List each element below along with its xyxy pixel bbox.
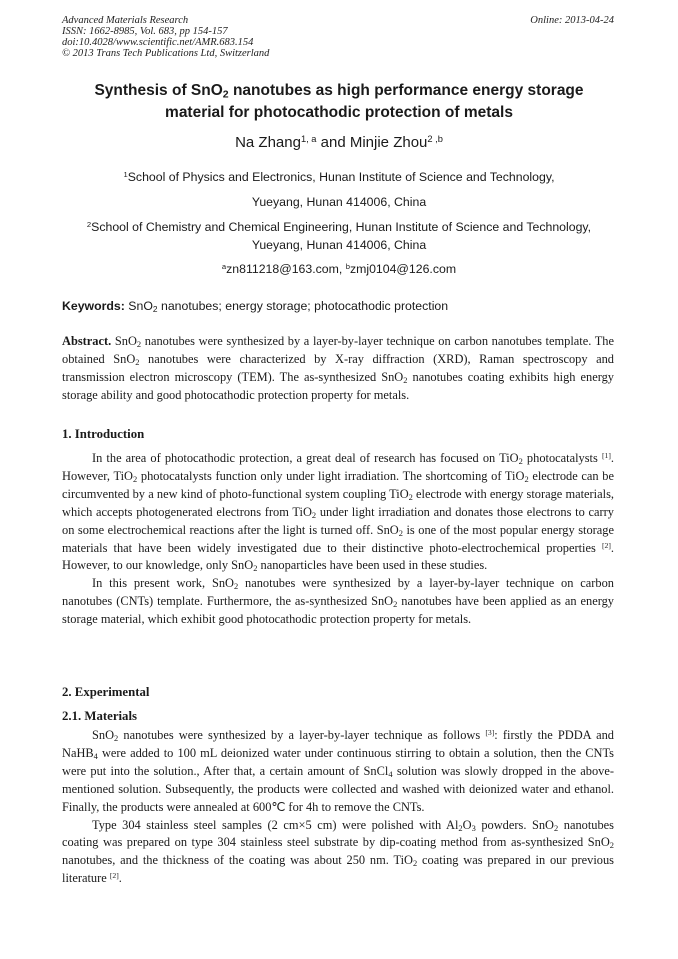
online-date: Online: 2013-04-24: [530, 15, 614, 26]
affiliation-2: $^2$School of Chemistry and Chemical Engineering, Hunan Institute of Science and Technology, Yueyang, Hunan 414006, China: [86, 219, 592, 252]
section-heading-experimental: 2. Experimental: [62, 685, 150, 699]
affiliation-1: $^1$School of Physics and Electronics, Hunan Institute of Science and Technology, Yueyang, Hunan 414006, China: [123, 169, 555, 209]
paragraph: SnO$_2$ nanotubes were synthesized by a layer-by-layer technique as follows [3]: firstly the PDDA and NaHB$_4$ were added to 100 mL deionized water under continuous stirring to obtain a solution, then the CNTs were put into the solution., After that, a certain amount of SnCl$_4$ solution was slowly dropped in the above-mentioned solution. Subsequently, the products were collected and washed with deionized water and ethanol. Finally, the products were annealed at 600℃ for 4h to remove the CNTs.: [62, 727, 614, 814]
journal-doi: doi:10.4028/www.scientific.net/AMR.683.154: [62, 37, 254, 48]
email-link[interactable]: zn811218@163.com,: [226, 262, 346, 276]
subsection-heading-materials: 2.1. Materials: [62, 709, 137, 723]
journal-copyright: © 2013 Trans Tech Publications Ltd, Switzerland: [62, 48, 270, 59]
citation: [1]: [601, 450, 611, 460]
journal-name: Advanced Materials Research: [62, 15, 189, 26]
paragraph: Type 304 stainless steel samples (2 cm×5 cm) were polished with $Al_2O_3$ powders. SnO$_2$ nanotubes coating was prepared on type 304 stainless steel substrate by dip-coating method from as-synthesized SnO$_2$ nanotubes, and the thickness of the coating was about 250 nm. TiO$_2$ coating was prepared in our previous literature [2].: [62, 817, 614, 886]
paragraph: In this present work, SnO$_2$ nanotubes were synthesized by a layer-by-layer technique on carbon nanotubes (CNTs) template. Furthermore, the as-synthesized SnO$_2$ nanotubes have been applied as an energy storage material, which exhibit good photocathodic protection property for metals.: [62, 576, 614, 627]
abstract: Abstract. SnO$_2$ nanotubes were synthesized by a layer-by-layer technique on carbon nanotubes template. The obtained SnO$_2$ nanotubes were characterized by X-ray diffraction (XRD), Raman spectroscopy and transmission electron microscopy (TEM). The as-synthesized SnO$_2$ nanotubes coating exhibits high energy storage ability and good photocathodic protection property for metals.: [62, 334, 615, 402]
email-link[interactable]: zmj0104@126.com: [349, 262, 457, 276]
citation: [2]: [601, 540, 611, 550]
author-line: Na Zhang$^{1, a}$ and Minjie Zhou$^{2 ,b}$: [235, 133, 443, 151]
citation: [3]: [485, 727, 495, 737]
journal-header: [62, 15, 269, 59]
author-name: Na Zhang: [235, 134, 301, 151]
keywords: Keywords: SnO$_2$ nanotubes; energy storage; photocathodic protection: [62, 299, 449, 315]
author-emails: $^a$zn811218@163.com, $^b$zmj0104@126.com: [221, 261, 457, 276]
introduction-body: [62, 450, 614, 629]
journal-issn: ISSN: 1662-8985, Vol. 683, pp 154-157: [62, 26, 228, 37]
section-heading-introduction: 1. Introduction: [62, 427, 145, 441]
citation: [2]: [109, 871, 119, 881]
materials-body: [62, 727, 614, 888]
paragraph: In the area of photocathodic protection, a great deal of research has focused on TiO$_2$ photocatalysts [1]. However, TiO$_2$ photocatalysts function only under light irradiation. The shortcoming of TiO$_2$ electrode can be circumvented by a new kind of photo-functional system coupling TiO$_2$ electrode with energy storage materials, which accepts photogenerated electrons from TiO$_2$ under light irradiation and donates those electrons to carry on some electrochemical reactions after the light is turned off. SnO$_2$ is one of the most popular energy storage materials that have been widely investigated due to their distinctive photo-electrochemical properties [2]. However, to our knowledge, only SnO$_2$ nanoparticles have been used in these studies.: [62, 450, 614, 574]
author-name: Minjie Zhou: [349, 134, 428, 151]
paper-title: Synthesis of SnO$_2$ nanotubes as high performance energy storage material for photocathodic protection of metals: [94, 82, 584, 121]
